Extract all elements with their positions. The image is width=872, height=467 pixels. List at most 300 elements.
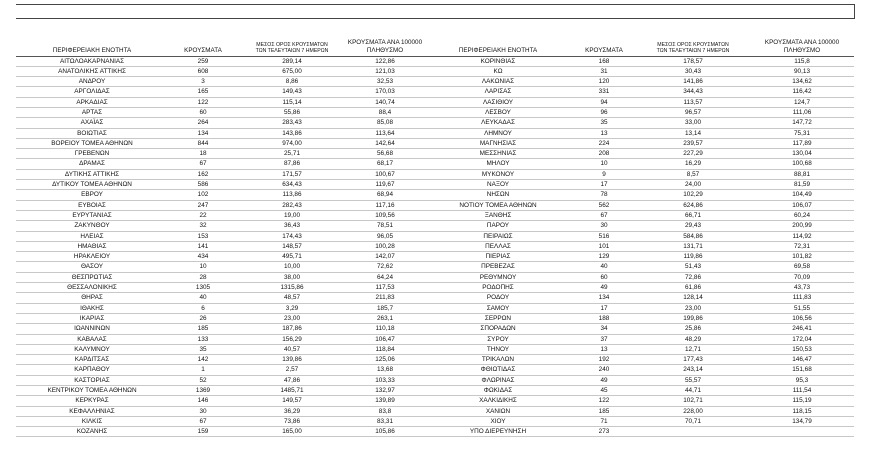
- left-avg7-cell: 36,43: [238, 221, 346, 231]
- right-per100k-cell: 69,58: [750, 262, 854, 272]
- left-cases-cell: 146: [168, 396, 238, 406]
- col-header-avg-right-line1: ΜΕΣΟΣ ΟΡΟΣ ΚΡΟΥΣΜΑΤΩΝ: [657, 41, 729, 48]
- right-per100k-cell: 114,92: [750, 231, 854, 241]
- right-cases-cell: 49: [572, 375, 636, 385]
- right-per100k-cell: 60,24: [750, 210, 854, 220]
- table-row: [16, 128, 854, 138]
- right-region-cell: ΝΗΣΩΝ: [424, 190, 572, 200]
- left-per100k-cell: 117,53: [346, 283, 424, 293]
- right-region-cell: ΚΩ: [424, 66, 572, 76]
- left-avg7-cell: 156,29: [238, 334, 346, 344]
- right-region-cell: ΛΕΣΒΟΥ: [424, 107, 572, 117]
- cases-table: [16, 29, 854, 437]
- left-region-cell: ΚΑΣΤΟΡΙΑΣ: [16, 375, 168, 385]
- right-avg7-cell: 70,71: [636, 416, 750, 426]
- left-region-cell: ΑΧΑΪΑΣ: [16, 118, 168, 128]
- left-per100k-cell: 117,16: [346, 200, 424, 210]
- left-region-cell: ΑΝΑΤΟΛΙΚΗΣ ΑΤΤΙΚΗΣ: [16, 66, 168, 76]
- right-region-cell: ΣΕΡΡΩΝ: [424, 313, 572, 323]
- right-region-cell: ΧΑΛΚΙΔΙΚΗΣ: [424, 396, 572, 406]
- left-cases-cell: 159: [168, 427, 238, 437]
- right-region-cell: ΚΟΡΙΝΘΙΑΣ: [424, 56, 572, 66]
- table-row: [16, 406, 854, 416]
- right-region-cell: ΤΡΙΚΑΛΩΝ: [424, 355, 572, 365]
- right-per100k-cell: 51,55: [750, 303, 854, 313]
- right-cases-cell: 60: [572, 272, 636, 282]
- table-row: [16, 180, 854, 190]
- left-per100k-cell: 56,68: [346, 149, 424, 159]
- left-cases-cell: 153: [168, 231, 238, 241]
- right-region-cell: ΡΟΔΟΥ: [424, 293, 572, 303]
- left-avg7-cell: 2,57: [238, 365, 346, 375]
- left-cases-cell: 32: [168, 221, 238, 231]
- left-region-cell: ΚΕΡΚΥΡΑΣ: [16, 396, 168, 406]
- right-avg7-cell: 624,86: [636, 200, 750, 210]
- col-header-cases-right: ΚΡΟΥΣΜΑΤΑ: [572, 29, 636, 56]
- left-avg7-cell: 675,00: [238, 66, 346, 76]
- right-region-cell: ΣΠΟΡΑΔΩΝ: [424, 324, 572, 334]
- right-cases-cell: 49: [572, 283, 636, 293]
- right-avg7-cell: 239,57: [636, 138, 750, 148]
- col-header-avg-right: [636, 29, 750, 56]
- left-avg7-cell: 289,14: [238, 56, 346, 66]
- left-cases-cell: 30: [168, 406, 238, 416]
- right-avg7-cell: 199,86: [636, 313, 750, 323]
- right-per100k-cell: 81,59: [750, 180, 854, 190]
- right-avg7-cell: 29,43: [636, 221, 750, 231]
- table-row: [16, 87, 854, 97]
- left-avg7-cell: 10,00: [238, 262, 346, 272]
- left-region-cell: ΚΑΒΑΛΑΣ: [16, 334, 168, 344]
- table-row: [16, 159, 854, 169]
- right-region-cell: ΜΗΛΟΥ: [424, 159, 572, 169]
- right-region-cell: ΡΟΔΟΠΗΣ: [424, 283, 572, 293]
- right-avg7-cell: 177,43: [636, 355, 750, 365]
- right-avg7-cell: 48,29: [636, 334, 750, 344]
- table-row: [16, 365, 854, 375]
- right-per100k-cell: 111,83: [750, 293, 854, 303]
- right-avg7-cell: 131,71: [636, 241, 750, 251]
- col-header-per100k-right-line2: ΠΛΗΘΥΣΜΟ: [783, 46, 821, 54]
- right-cases-cell: 13: [572, 344, 636, 354]
- right-avg7-cell: 51,43: [636, 262, 750, 272]
- table-row: [16, 427, 854, 437]
- table-row: [16, 66, 854, 76]
- right-cases-cell: 71: [572, 416, 636, 426]
- left-per100k-cell: 170,03: [346, 87, 424, 97]
- left-per100k-cell: 140,74: [346, 97, 424, 107]
- left-cases-cell: 18: [168, 149, 238, 159]
- left-cases-cell: 122: [168, 97, 238, 107]
- right-cases-cell: 101: [572, 241, 636, 251]
- table-row: [16, 231, 854, 241]
- right-region-cell: ΦΘΙΩΤΙΔΑΣ: [424, 365, 572, 375]
- right-region-cell: ΣΥΡΟΥ: [424, 334, 572, 344]
- table-row: [16, 303, 854, 313]
- left-per100k-cell: 103,33: [346, 375, 424, 385]
- left-cases-cell: 134: [168, 128, 238, 138]
- left-avg7-cell: 187,86: [238, 324, 346, 334]
- left-avg7-cell: 38,00: [238, 272, 346, 282]
- left-cases-cell: 185: [168, 324, 238, 334]
- left-region-cell: ΚΕΝΤΡΙΚΟΥ ΤΟΜΕΑ ΑΘΗΝΩΝ: [16, 386, 168, 396]
- left-avg7-cell: 171,57: [238, 169, 346, 179]
- left-region-cell: ΗΜΑΘΙΑΣ: [16, 241, 168, 251]
- right-per100k-cell: 115,8: [750, 56, 854, 66]
- right-cases-cell: 78: [572, 190, 636, 200]
- col-header-avg-left-line1: ΜΕΣΟΣ ΟΡΟΣ ΚΡΟΥΣΜΑΤΩΝ: [256, 41, 328, 48]
- right-region-cell: ΧΑΝΙΩΝ: [424, 406, 572, 416]
- right-avg7-cell: 66,71: [636, 210, 750, 220]
- left-region-cell: ΑΡΓΟΛΙΔΑΣ: [16, 87, 168, 97]
- col-header-per100k-left: [346, 29, 424, 56]
- table-row: [16, 241, 854, 251]
- right-cases-cell: 185: [572, 406, 636, 416]
- right-cases-cell: 67: [572, 210, 636, 220]
- table-row: [16, 190, 854, 200]
- table-row: [16, 107, 854, 117]
- right-cases-cell: 45: [572, 386, 636, 396]
- table-row: [16, 221, 854, 231]
- left-per100k-cell: 64,24: [346, 272, 424, 282]
- right-region-cell: ΛΕΥΚΑΔΑΣ: [424, 118, 572, 128]
- left-per100k-cell: 142,07: [346, 252, 424, 262]
- right-per100k-cell: 124,7: [750, 97, 854, 107]
- left-region-cell: ΖΑΚΥΝΘΟΥ: [16, 221, 168, 231]
- left-region-cell: ΓΡΕΒΕΝΩΝ: [16, 149, 168, 159]
- table-row: [16, 334, 854, 344]
- right-avg7-cell: 113,57: [636, 97, 750, 107]
- col-header-per100k-left-line1: ΚΡΟΥΣΜΑΤΑ ΑΝΑ 100000: [347, 38, 423, 46]
- left-cases-cell: 10: [168, 262, 238, 272]
- right-cases-cell: 9: [572, 169, 636, 179]
- left-avg7-cell: 48,57: [238, 293, 346, 303]
- left-per100k-cell: 110,18: [346, 324, 424, 334]
- left-avg7-cell: 55,86: [238, 107, 346, 117]
- right-per100k-cell: 72,31: [750, 241, 854, 251]
- left-region-cell: ΘΑΣΟΥ: [16, 262, 168, 272]
- right-cases-cell: 96: [572, 107, 636, 117]
- left-avg7-cell: 25,71: [238, 149, 346, 159]
- right-per100k-cell: 111,54: [750, 386, 854, 396]
- left-region-cell: ΒΟΙΩΤΙΑΣ: [16, 128, 168, 138]
- left-avg7-cell: 174,43: [238, 231, 346, 241]
- left-cases-cell: 586: [168, 180, 238, 190]
- left-avg7-cell: 113,86: [238, 190, 346, 200]
- right-cases-cell: 17: [572, 303, 636, 313]
- left-avg7-cell: 974,00: [238, 138, 346, 148]
- right-per100k-cell: 118,15: [750, 406, 854, 416]
- left-per100k-cell: 78,51: [346, 221, 424, 231]
- left-per100k-cell: 118,84: [346, 344, 424, 354]
- right-per100k-cell: 106,07: [750, 200, 854, 210]
- left-per100k-cell: 142,64: [346, 138, 424, 148]
- left-region-cell: ΕΒΡΟΥ: [16, 190, 168, 200]
- right-per100k-cell: 100,68: [750, 159, 854, 169]
- left-cases-cell: 259: [168, 56, 238, 66]
- table-row: [16, 344, 854, 354]
- right-cases-cell: 122: [572, 396, 636, 406]
- table-row: [16, 149, 854, 159]
- right-per100k-cell: 200,99: [750, 221, 854, 231]
- table-row: [16, 118, 854, 128]
- left-avg7-cell: 36,29: [238, 406, 346, 416]
- table-row: [16, 324, 854, 334]
- col-header-cases-left: ΚΡΟΥΣΜΑΤΑ: [168, 29, 238, 56]
- left-cases-cell: 162: [168, 169, 238, 179]
- left-region-cell: ΒΟΡΕΙΟΥ ΤΟΜΕΑ ΑΘΗΝΩΝ: [16, 138, 168, 148]
- left-region-cell: ΘΗΡΑΣ: [16, 293, 168, 303]
- table-row: [16, 313, 854, 323]
- right-per100k-cell: 150,53: [750, 344, 854, 354]
- right-avg7-cell: 128,14: [636, 293, 750, 303]
- right-region-cell: ΛΑΚΩΝΙΑΣ: [424, 77, 572, 87]
- right-avg7-cell: 102,71: [636, 396, 750, 406]
- right-region-cell: ΠΕΙΡΑΙΩΣ: [424, 231, 572, 241]
- left-avg7-cell: 149,57: [238, 396, 346, 406]
- right-per100k-cell: 151,68: [750, 365, 854, 375]
- left-avg7-cell: 87,86: [238, 159, 346, 169]
- table-header-row: [16, 29, 854, 56]
- left-per100k-cell: 211,83: [346, 293, 424, 303]
- right-per100k-cell: 101,82: [750, 252, 854, 262]
- right-region-cell: ΞΑΝΘΗΣ: [424, 210, 572, 220]
- table-row: [16, 396, 854, 406]
- table-row: [16, 293, 854, 303]
- left-cases-cell: 165: [168, 87, 238, 97]
- left-cases-cell: 1: [168, 365, 238, 375]
- right-per100k-cell: 115,19: [750, 396, 854, 406]
- col-header-region-left: ΠΕΡΙΦΕΡΕΙΑΚΗ ΕΝΟΤΗΤΑ: [16, 29, 168, 56]
- right-per100k-cell: 130,04: [750, 149, 854, 159]
- right-cases-cell: 273: [572, 427, 636, 437]
- left-region-cell: ΚΑΡΔΙΤΣΑΣ: [16, 355, 168, 365]
- right-cases-cell: 17: [572, 180, 636, 190]
- right-avg7-cell: 178,57: [636, 56, 750, 66]
- right-avg7-cell: 25,86: [636, 324, 750, 334]
- right-avg7-cell: 16,29: [636, 159, 750, 169]
- col-header-per100k-right-line1: ΚΡΟΥΣΜΑΤΑ ΑΝΑ 100000: [764, 38, 840, 46]
- left-per100k-cell: 96,05: [346, 231, 424, 241]
- right-region-cell: ΧΙΟΥ: [424, 416, 572, 426]
- right-avg7-cell: 243,14: [636, 365, 750, 375]
- left-per100k-cell: 68,94: [346, 190, 424, 200]
- left-cases-cell: 844: [168, 138, 238, 148]
- right-region-cell: ΦΩΚΙΔΑΣ: [424, 386, 572, 396]
- right-per100k-cell: 106,56: [750, 313, 854, 323]
- right-cases-cell: 94: [572, 97, 636, 107]
- left-cases-cell: 247: [168, 200, 238, 210]
- table-row: [16, 272, 854, 282]
- left-cases-cell: 40: [168, 293, 238, 303]
- left-cases-cell: 22: [168, 210, 238, 220]
- right-per100k-cell: 146,47: [750, 355, 854, 365]
- left-avg7-cell: 148,57: [238, 241, 346, 251]
- left-cases-cell: 434: [168, 252, 238, 262]
- left-region-cell: ΚΑΡΠΑΘΟΥ: [16, 365, 168, 375]
- left-per100k-cell: 113,64: [346, 128, 424, 138]
- left-per100k-cell: 105,86: [346, 427, 424, 437]
- right-per100k-cell: 134,62: [750, 77, 854, 87]
- right-rule: [854, 4, 855, 19]
- left-per100k-cell: 106,47: [346, 334, 424, 344]
- left-per100k-cell: 83,31: [346, 416, 424, 426]
- right-per100k-cell: 172,04: [750, 334, 854, 344]
- right-avg7-cell: 72,86: [636, 272, 750, 282]
- left-region-cell: ΔΥΤΙΚΟΥ ΤΟΜΕΑ ΑΘΗΝΩΝ: [16, 180, 168, 190]
- left-per100k-cell: 109,56: [346, 210, 424, 220]
- right-avg7-cell: 227,29: [636, 149, 750, 159]
- left-cases-cell: 67: [168, 416, 238, 426]
- right-region-cell: ΠΙΕΡΙΑΣ: [424, 252, 572, 262]
- left-avg7-cell: 40,57: [238, 344, 346, 354]
- left-per100k-cell: 125,06: [346, 355, 424, 365]
- table-row: [16, 138, 854, 148]
- left-region-cell: ΙΚΑΡΙΑΣ: [16, 313, 168, 323]
- left-avg7-cell: 19,00: [238, 210, 346, 220]
- right-avg7-cell: 584,86: [636, 231, 750, 241]
- right-cases-cell: 134: [572, 293, 636, 303]
- col-header-avg-right-line2: ΤΩΝ ΤΕΛΕΥΤΑΙΩΝ 7 ΗΜΕΡΩΝ: [656, 48, 730, 54]
- left-region-cell: ΕΥΒΟΙΑΣ: [16, 200, 168, 210]
- left-avg7-cell: 3,29: [238, 303, 346, 313]
- left-region-cell: ΚΕΦΑΛΛΗΝΙΑΣ: [16, 406, 168, 416]
- table-row: [16, 262, 854, 272]
- left-per100k-cell: 13,68: [346, 365, 424, 375]
- left-avg7-cell: 283,43: [238, 118, 346, 128]
- left-per100k-cell: 100,67: [346, 169, 424, 179]
- left-per100k-cell: 139,89: [346, 396, 424, 406]
- right-avg7-cell: 33,00: [636, 118, 750, 128]
- left-per100k-cell: 132,97: [346, 386, 424, 396]
- right-avg7-cell: 96,57: [636, 107, 750, 117]
- right-per100k-cell: [750, 427, 854, 437]
- right-per100k-cell: 134,79: [750, 416, 854, 426]
- right-region-cell: ΥΠΟ ΔΙΕΡΕΥΝΗΣΗ: [424, 427, 572, 437]
- table-row: [16, 283, 854, 293]
- right-region-cell: ΛΑΡΙΣΑΣ: [424, 87, 572, 97]
- right-region-cell: ΠΡΕΒΕΖΑΣ: [424, 262, 572, 272]
- left-avg7-cell: 1315,86: [238, 283, 346, 293]
- left-cases-cell: 1369: [168, 386, 238, 396]
- right-avg7-cell: 8,57: [636, 169, 750, 179]
- left-region-cell: ΔΡΑΜΑΣ: [16, 159, 168, 169]
- right-per100k-cell: 104,49: [750, 190, 854, 200]
- table-row: [16, 200, 854, 210]
- right-avg7-cell: [636, 427, 750, 437]
- left-region-cell: ΑΡΤΑΣ: [16, 107, 168, 117]
- left-region-cell: ΑΙΤΩΛΟΑΚΑΡΝΑΝΙΑΣ: [16, 56, 168, 66]
- left-region-cell: ΚΙΛΚΙΣ: [16, 416, 168, 426]
- left-avg7-cell: 73,86: [238, 416, 346, 426]
- left-cases-cell: 133: [168, 334, 238, 344]
- table-row: [16, 375, 854, 385]
- left-region-cell: ΚΟΖΑΝΗΣ: [16, 427, 168, 437]
- left-cases-cell: 142: [168, 355, 238, 365]
- right-region-cell: ΠΕΛΛΑΣ: [424, 241, 572, 251]
- left-region-cell: ΙΘΑΚΗΣ: [16, 303, 168, 313]
- left-region-cell: ΚΑΛΥΜΝΟΥ: [16, 344, 168, 354]
- left-region-cell: ΕΥΡΥΤΑΝΙΑΣ: [16, 210, 168, 220]
- right-region-cell: ΛΗΜΝΟΥ: [424, 128, 572, 138]
- right-cases-cell: 13: [572, 128, 636, 138]
- left-cases-cell: 52: [168, 375, 238, 385]
- left-region-cell: ΘΕΣΣΑΛΟΝΙΚΗΣ: [16, 283, 168, 293]
- right-cases-cell: 208: [572, 149, 636, 159]
- left-avg7-cell: 8,86: [238, 77, 346, 87]
- right-cases-cell: 37: [572, 334, 636, 344]
- right-cases-cell: 192: [572, 355, 636, 365]
- left-avg7-cell: 282,43: [238, 200, 346, 210]
- left-per100k-cell: 122,86: [346, 56, 424, 66]
- right-avg7-cell: 55,57: [636, 375, 750, 385]
- left-per100k-cell: 121,03: [346, 66, 424, 76]
- col-header-avg-left: [238, 29, 346, 56]
- left-region-cell: ΑΝΔΡΟΥ: [16, 77, 168, 87]
- second-rule: [16, 18, 854, 19]
- left-region-cell: ΑΡΚΑΔΙΑΣ: [16, 97, 168, 107]
- right-per100k-cell: 246,41: [750, 324, 854, 334]
- right-region-cell: ΝΟΤΙΟΥ ΤΟΜΕΑ ΑΘΗΝΩΝ: [424, 200, 572, 210]
- left-region-cell: ΘΕΣΠΡΩΤΙΑΣ: [16, 272, 168, 282]
- left-region-cell: ΗΡΑΚΛΕΙΟΥ: [16, 252, 168, 262]
- left-cases-cell: 28: [168, 272, 238, 282]
- right-avg7-cell: 228,00: [636, 406, 750, 416]
- left-avg7-cell: 143,86: [238, 128, 346, 138]
- right-cases-cell: 120: [572, 77, 636, 87]
- table-row: [16, 169, 854, 179]
- right-cases-cell: 188: [572, 313, 636, 323]
- right-cases-cell: 30: [572, 221, 636, 231]
- right-region-cell: ΜΥΚΟΝΟΥ: [424, 169, 572, 179]
- table-row: [16, 56, 854, 66]
- right-per100k-cell: 147,72: [750, 118, 854, 128]
- left-per100k-cell: 83,8: [346, 406, 424, 416]
- right-cases-cell: 31: [572, 66, 636, 76]
- table-row: [16, 77, 854, 87]
- left-cases-cell: 35: [168, 344, 238, 354]
- right-per100k-cell: 117,89: [750, 138, 854, 148]
- left-cases-cell: 102: [168, 190, 238, 200]
- table-row: [16, 355, 854, 365]
- left-region-cell: ΔΥΤΙΚΗΣ ΑΤΤΙΚΗΣ: [16, 169, 168, 179]
- col-header-per100k-left-line2: ΠΛΗΘΥΣΜΟ: [366, 46, 404, 54]
- right-avg7-cell: 12,71: [636, 344, 750, 354]
- left-cases-cell: 3: [168, 77, 238, 87]
- left-per100k-cell: 85,08: [346, 118, 424, 128]
- right-cases-cell: 168: [572, 56, 636, 66]
- left-region-cell: ΙΩΑΝΝΙΝΩΝ: [16, 324, 168, 334]
- right-per100k-cell: 88,81: [750, 169, 854, 179]
- left-cases-cell: 67: [168, 159, 238, 169]
- left-per100k-cell: 185,7: [346, 303, 424, 313]
- left-per100k-cell: 263,1: [346, 313, 424, 323]
- right-region-cell: ΡΕΘΥΜΝΟΥ: [424, 272, 572, 282]
- right-region-cell: ΝΑΞΟΥ: [424, 180, 572, 190]
- col-header-avg-left-line2: ΤΩΝ ΤΕΛΕΥΤΑΙΩΝ 7 ΗΜΕΡΩΝ: [255, 48, 329, 54]
- right-cases-cell: 34: [572, 324, 636, 334]
- right-per100k-cell: 116,42: [750, 87, 854, 97]
- left-per100k-cell: 119,67: [346, 180, 424, 190]
- left-cases-cell: 264: [168, 118, 238, 128]
- right-per100k-cell: 90,13: [750, 66, 854, 76]
- right-cases-cell: 224: [572, 138, 636, 148]
- right-region-cell: ΣΑΜΟΥ: [424, 303, 572, 313]
- left-avg7-cell: 115,14: [238, 97, 346, 107]
- right-avg7-cell: 119,86: [636, 252, 750, 262]
- table-row: [16, 210, 854, 220]
- left-avg7-cell: 149,43: [238, 87, 346, 97]
